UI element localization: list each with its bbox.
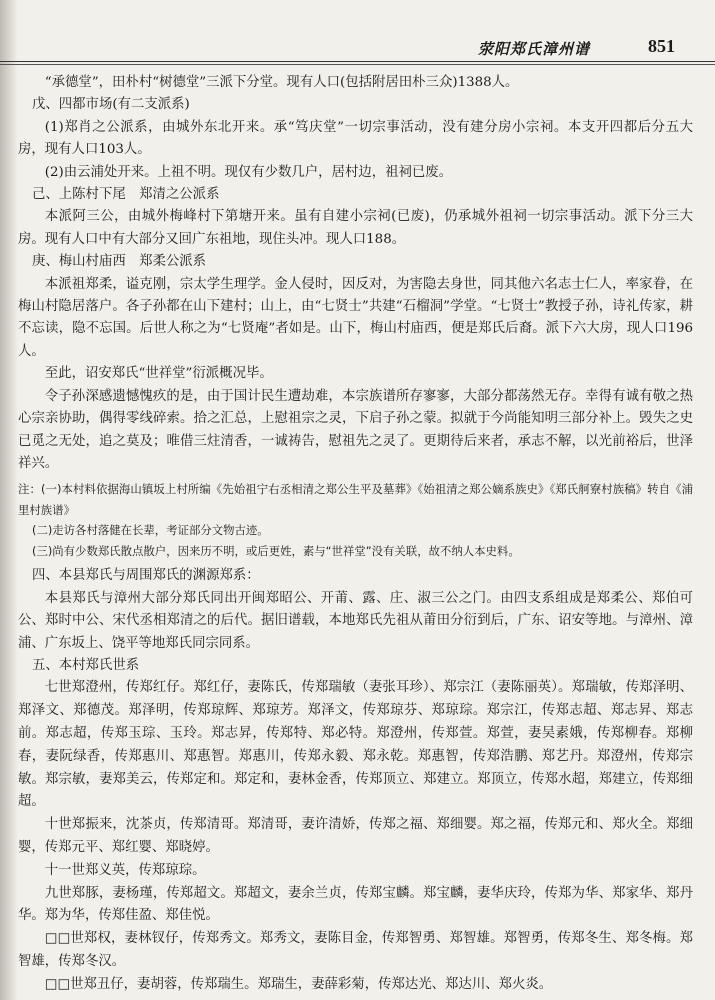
book-title: 荥阳郑氏漳州谱 [477,40,590,58]
genealogy-entry: □□世郑丑仔，妻胡蓉，传郑瑞生。郑瑞生，妻薛彩菊，传郑达光、郑达川、郑火炎。 [44,976,553,992]
paragraph: 至此，诏安郑氏“世祥堂”衍派概况毕。 [44,366,273,382]
section-heading: 四、本县郑氏与周围郑氏的渊源郑系： [32,568,260,584]
note: (三)尚有少数郑氏散点散户，因来历不明，或后更姓，素与“世祥堂”没有关联，故不纳人本史料。 [32,543,520,558]
genealogy-entry: 十世郑振来，沈茶贞，传郑清哥。郑清哥，妻许清娇，传郑之福、郑细婴。郑之福，传郑元和、郑火全。郑细婴，传郑元平、郑红婴、郑晓婷。 [18,817,693,855]
note: (二)走访各村落健在长辈，考证部分文物古迹。 [32,523,269,538]
note: 注：(一)本村料依据海山镇坂上村所编《先始祖宁右丞相清之郑公生平及墓葬》《始祖清之郑公嫡系族史》《郑氏舸寮村族稿》转自《浦里村族谱》 [18,482,693,517]
genealogy-entry: 十一世郑义英，传郑琼琮。 [44,862,206,878]
paragraph: 本派阿三公，由城外梅峰村下第塘开来。虽有自建小宗祠(已废)，仍承城外祖祠一切宗事活动。派下分三大房。现有人口中有大部分又回广东祖地，现住头冲。现人口188。 [18,209,693,247]
section-heading: 五、本村郑氏世系 [32,657,140,673]
paragraph: 令子孙深感遗憾愧疚的是，由于国计民生遭劫难，本宗族谱所存寥寥，大部分都荡然无存。幸得有诚有敬之热心宗亲协助，偶得零线碎索。拾之汇总，上慰祖宗之灵，下启子孙之蒙。拟就于今尚能知明三部分补上。毁失之史已觅之无处，追之莫及；唯借三炷清香，一诚祷告，慰祖先之灵了。更期待后来者，承志不解，以光前裕后，世泽祥兴。 [18,388,693,471]
subsection-heading: 庚、梅山村庙西 郑柔公派系 [32,254,207,270]
header-rule-thin [0,64,715,65]
page-edge-shadow [0,0,18,1000]
header-rule [0,61,715,62]
page-body [18,72,693,997]
genealogy-entry: □□世郑权，妻林钗仔，传郑秀文。郑秀文，妻陈目金，传郑智勇、郑智雄。郑智勇，传郑冬生、郑冬梅。郑智雄，传郑冬汉。 [18,931,693,969]
paragraph: 本派祖郑柔，谥克刚，宗太学生理学。金人侵时，因反对，为害隐去身世，同其他六名志士仁人，率家眷，在梅山村隐居落户。各子孙都在山下建村；山上，由“七贤士”共建“石榴洞”学堂。“七贤士”教授子孙，诗礼传家，耕不忘读，隐不忘国。后世人称之为“七贤庵”者如是。山下，梅山村庙西，便是郑氏后裔。派下六大房，现人口196人。 [18,276,693,359]
subsection-heading: 戊、四都市场(有二支派系) [32,97,190,113]
page-header [20,36,705,62]
paragraph: (2)由云浦处开来。上祖不明。现仅有少数几户，居村边，祖祠已废。 [44,164,453,180]
genealogy-entry: 七世郑澄州，传郑红仔。郑红仔，妻陈氏，传郑瑞敏（妻张耳珍）、郑宗江（妻陈丽英）。郑瑞敏，传郑泽明、郑泽文、郑德茂。郑泽明，传郑琼辉、郑琼芳。郑泽文，传郑琼芬、郑琼琮。郑宗江，传郑志超、郑志昇、郑志前。郑志超，传郑玉琮、玉玲。郑志昇，传郑特、郑必特。郑澄州，传郑萱。郑萱，妻吴素娥，传郑柳春。郑柳春，妻阮绿香，传郑惠川、郑惠智。郑惠川，传郑永毅、郑永乾。郑惠智，传郑浩鹏、郑艺丹。郑澄州，传郑宗敏。郑宗敏，妻郑美云，传郑定和。郑定和，妻林金香，传郑顶立、郑建立。郑顶立，传郑水超，郑建立，传郑细超。 [18,680,693,810]
genealogy-entry: 九世郑豚，妻杨瑾，传郑超文。郑超文，妻余兰贞，传郑宝麟。郑宝麟，妻华庆玲，传郑为华、郑家华、郑丹华。郑为华，传郑佳盈、郑佳悦。 [18,885,693,924]
paragraph: “承德堂”，田朴村“树德堂”三派下分堂。现有人口(包括附居田朴三众)1388人。 [44,75,519,90]
paragraph: (1)郑肖之公派系，由城外东北开来。承“笃庆堂”一切宗事活动，没有建分房小宗祠。本支开四都后分五大房，现有人口103人。 [18,119,693,158]
paragraph: 本县郑氏与漳州大部分郑氏同出开闽郑昭公、开莆、露、庄、淑三公之门。由四支系组成是郑柔公、郑伯可公、郑时中公、宋代丞相郑清之的后代。据旧谱载，本地郑氏先祖从莆田分衍到后，广东、诏安等地。与漳州、漳浦、广东坂上、饶平等地郑氏同宗同系。 [18,590,693,651]
subsection-heading: 己、上陈村下尾 郑清之公派系 [32,187,220,203]
page-number: 851 [648,36,675,56]
